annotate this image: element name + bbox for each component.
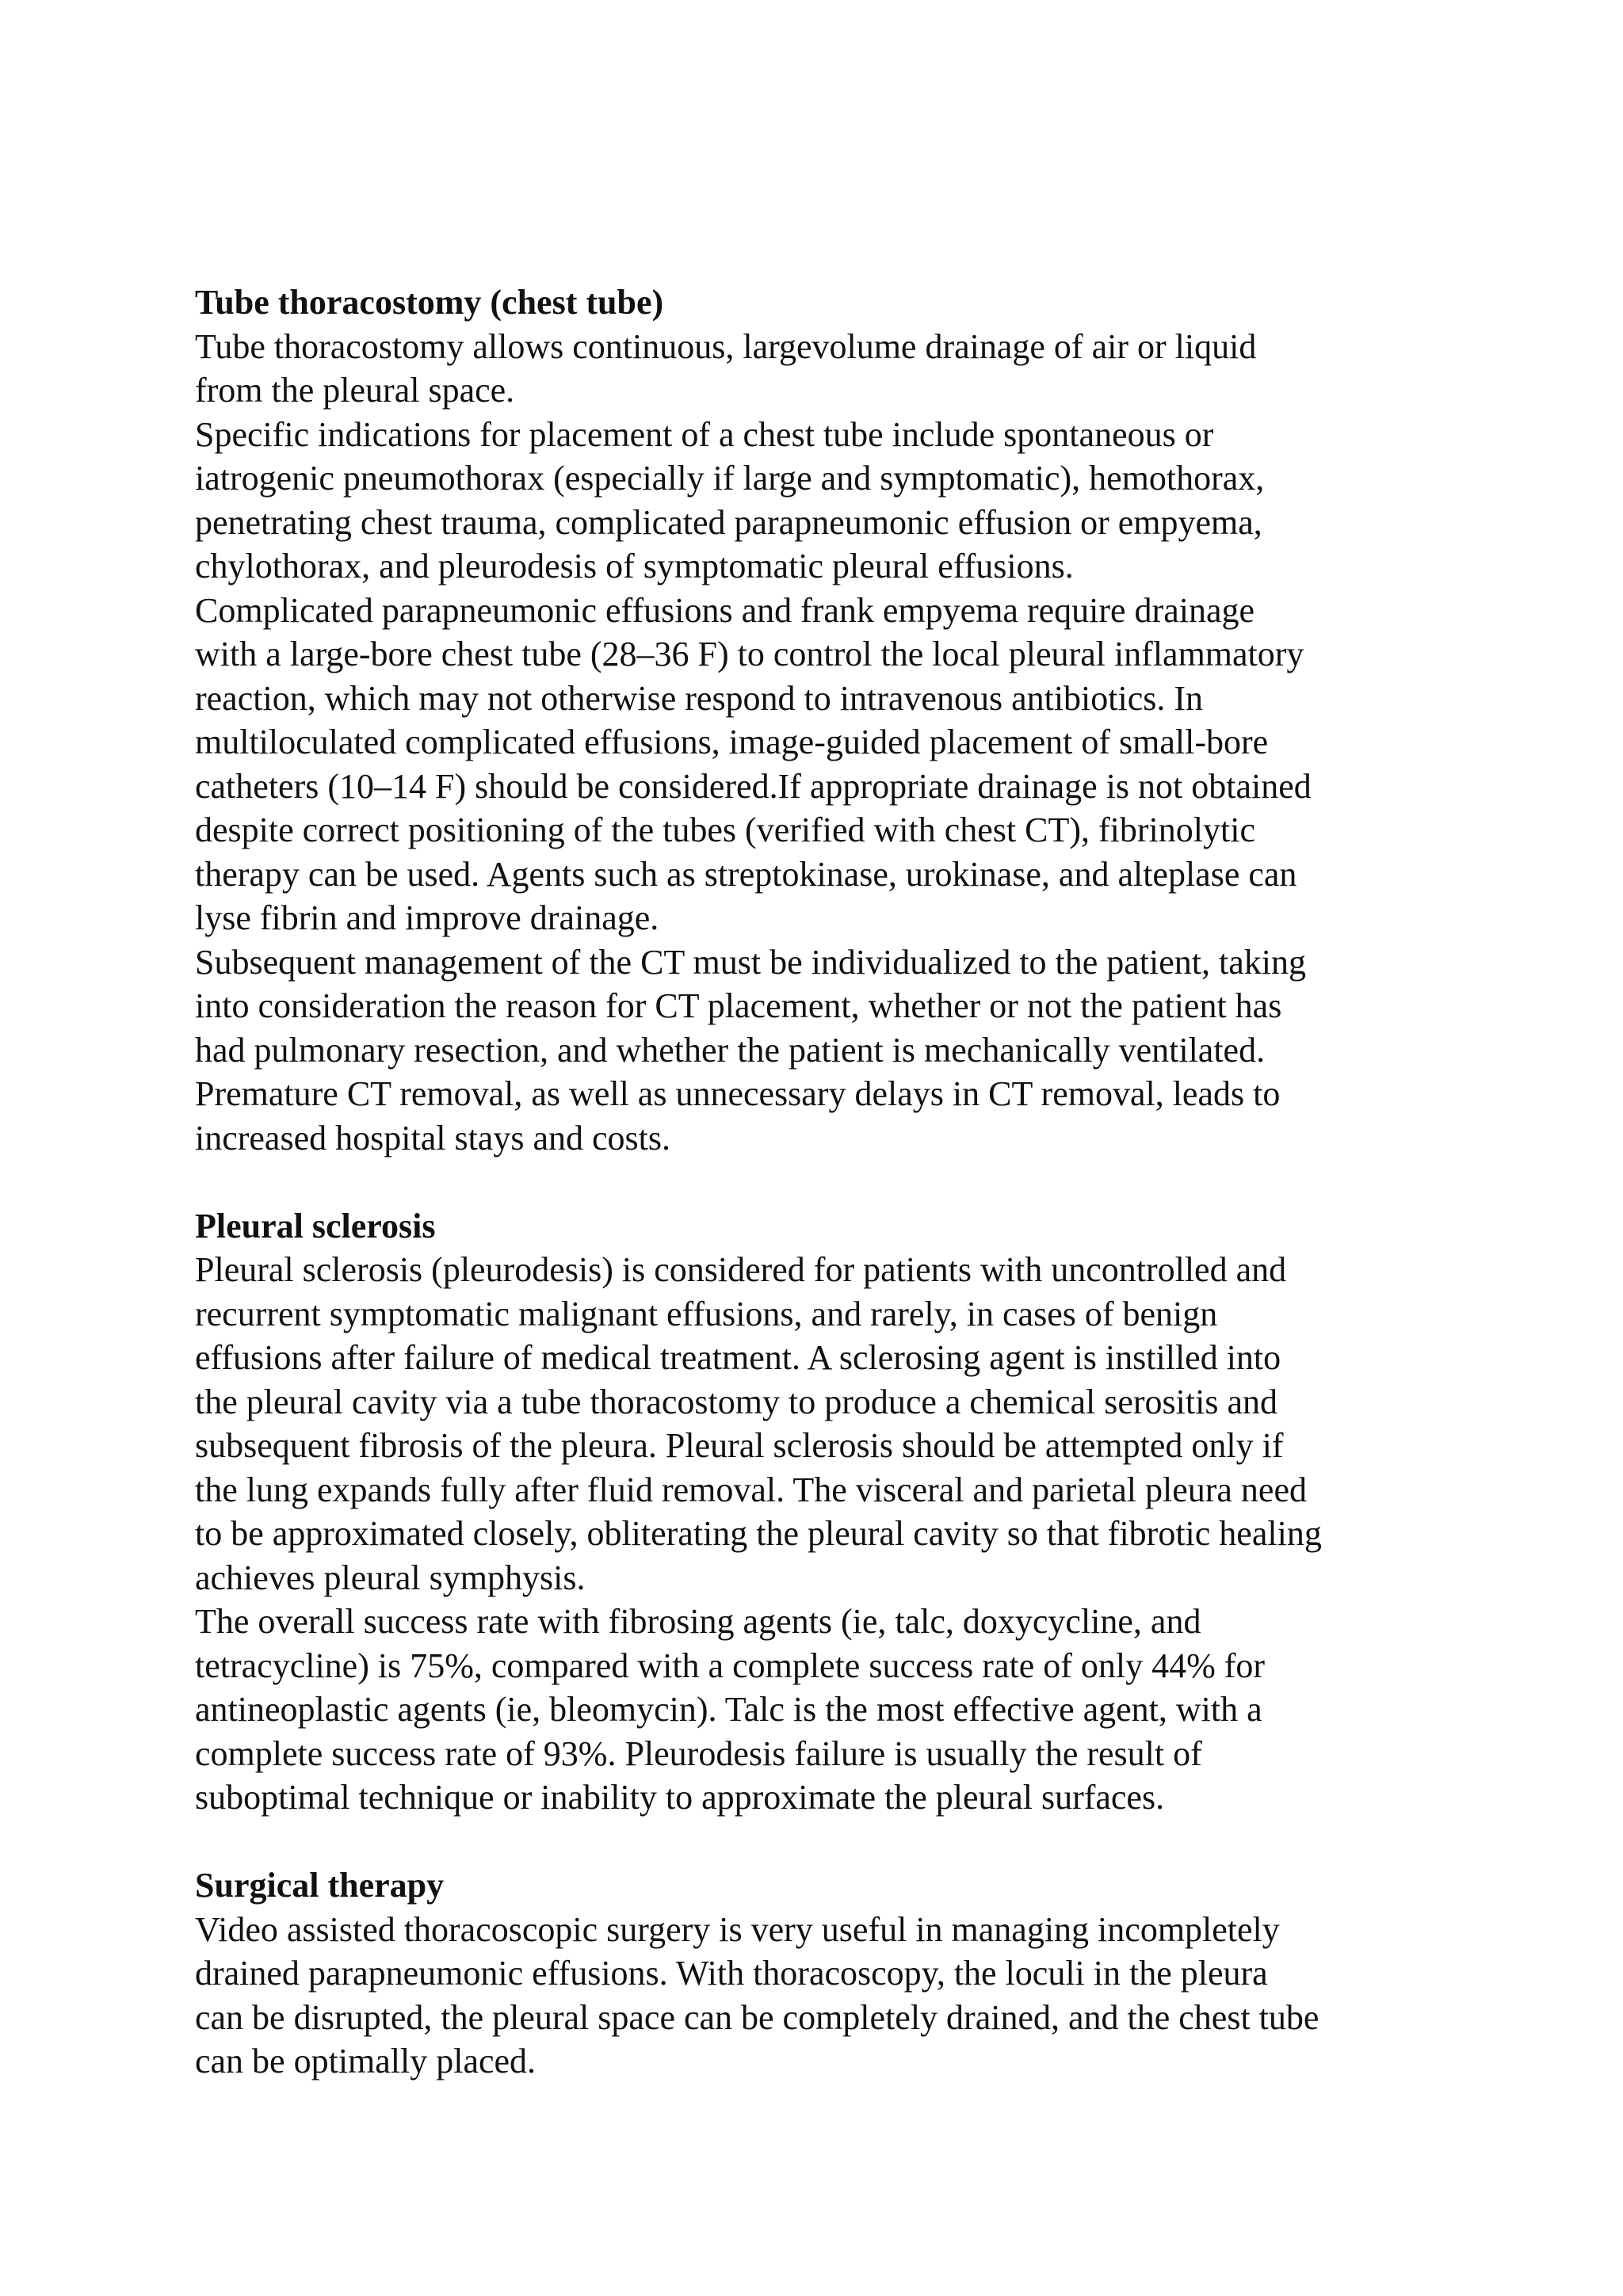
paragraph: Specific indications for placement of a chest tube include spontaneous or iatrogenic pneumothorax (especially if large and symptomatic), hemothorax, penetrating chest trauma, complicated parapneumonic effusion or empyema, chylothorax, and pleurodesis of symptomatic pleural effusions. bbox=[195, 414, 1265, 585]
paragraph: Video assisted thoracoscopic surgery is very useful in managing incompletely drained parapneumonic effusions. With thoracoscopy, the loculi in the pleura can be disrupted, the pleural space can be completely drained, and the chest tube can be optimally placed. bbox=[195, 1909, 1319, 2081]
document-page bbox=[195, 280, 1463, 2084]
paragraph: Pleural sclerosis (pleurodesis) is considered for patients with uncontrolled and recurrent symptomatic malignant effusions, and rarely, in cases of benign effusions after failure of medical treatment. A sclerosing agent is instilled into the pleural cavity via a tube thoracostomy to produce a chemical serositis and subsequent fibrosis of the pleura. Pleural sclerosis should be attempted only if the lung expands fully after fluid removal. The visceral and parietal pleura need to be approximated closely, obliterating the pleural cavity so that fibrotic healing achieves pleural symphysis. bbox=[195, 1250, 1322, 1597]
paragraph: The overall success rate with fibrosing agents (ie, talc, doxycycline, and tetracycline) is 75%, compared with a complete success rate of only 44% for antineoplastic agents (ie, bleomycin). Talc is the most effective agent, with a complete success rate of 93%. Pleurodesis failure is usually the result of suboptimal technique or inability to approximate the pleural surfaces. bbox=[195, 1602, 1266, 1817]
section-pleural-sclerosis bbox=[195, 1204, 1463, 1820]
section-surgical-therapy bbox=[195, 1863, 1463, 2084]
paragraph: Tube thoracostomy allows continuous, largevolume drainage of air or liquid from the pleural space. bbox=[195, 326, 1257, 410]
paragraph: Complicated parapneumonic effusions and frank empyema require drainage with a large-bore chest tube (28–36 F) to control the local pleural inflammatory reaction, which may not otherwise respond to intravenous antibiotics. In multiloculated complicated effusions, image-guided placement of small-bore catheters (10–14 F) should be considered.If appropriate drainage is not obtained despite correct positioning of the tubes (verified with chest CT), fibrinolytic therapy can be used. Agents such as streptokinase, urokinase, and alteplase can lyse fibrin and improve drainage. bbox=[195, 590, 1312, 937]
paragraph: Subsequent management of the CT must be individualized to the patient, taking into consideration the reason for CT placement, whether or not the patient has had pulmonary resection, and whether the patient is mechanically ventilated. Premature CT removal, as well as unnecessary delays in CT removal, leads to increased hospital stays and costs. bbox=[195, 942, 1307, 1158]
section-tube-thoracostomy bbox=[195, 280, 1463, 1160]
section-heading: Tube thoracostomy (chest tube) bbox=[195, 283, 664, 322]
section-heading: Surgical therapy bbox=[195, 1866, 445, 1905]
section-heading: Pleural sclerosis bbox=[195, 1206, 436, 1245]
